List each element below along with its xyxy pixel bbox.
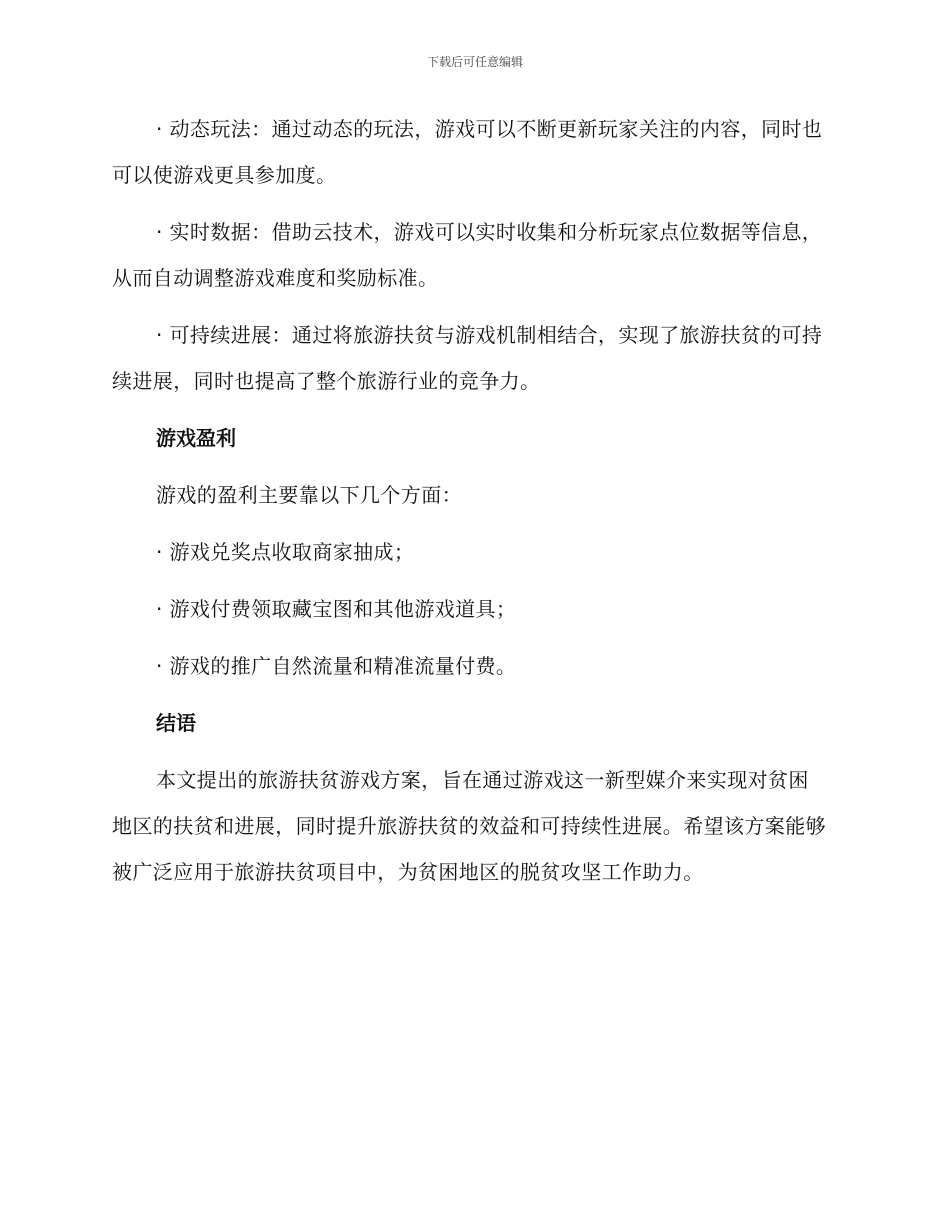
section-heading-game-profit: 游戏盈利	[156, 426, 236, 450]
document-body	[112, 106, 828, 906]
list-item-merchant-commission: · 游戏兑奖点收取商家抽成；	[156, 540, 415, 564]
paragraph-profit-intro: 游戏的盈利主要靠以下几个方面：	[156, 483, 462, 507]
list-item-paid-items: · 游戏付费领取藏宝图和其他游戏道具；	[156, 597, 517, 621]
paragraph-dynamic-gameplay: · 动态玩法：通过动态的玩法，游戏可以不断更新玩家关注的内容，同时也可以使游戏更具参加度。	[112, 117, 823, 187]
section-heading-conclusion: 结语	[156, 711, 196, 735]
page-header: 下载后可任意编辑	[426, 55, 523, 69]
list-item-traffic-fees: · 游戏的推广自然流量和精准流量付费。	[156, 654, 517, 678]
paragraph-conclusion: 本文提出的旅游扶贫游戏方案，旨在通过游戏这一新型媒介来实现对贫困地区的扶贫和进展，同时提升旅游扶贫的效益和可持续性进展。希望该方案能够被广泛应用于旅游扶贫项目中，为贫困地区的脱贫攻坚工作助力。	[112, 768, 826, 884]
paragraph-realtime-data: · 实时数据：借助云技术，游戏可以实时收集和分析玩家点位数据等信息，从而自动调整游戏难度和奖励标准。	[112, 220, 823, 290]
paragraph-sustainable-progress: · 可持续进展：通过将旅游扶贫与游戏机制相结合，实现了旅游扶贫的可持续进展，同时也提高了整个旅游行业的竞争力。	[112, 323, 823, 393]
